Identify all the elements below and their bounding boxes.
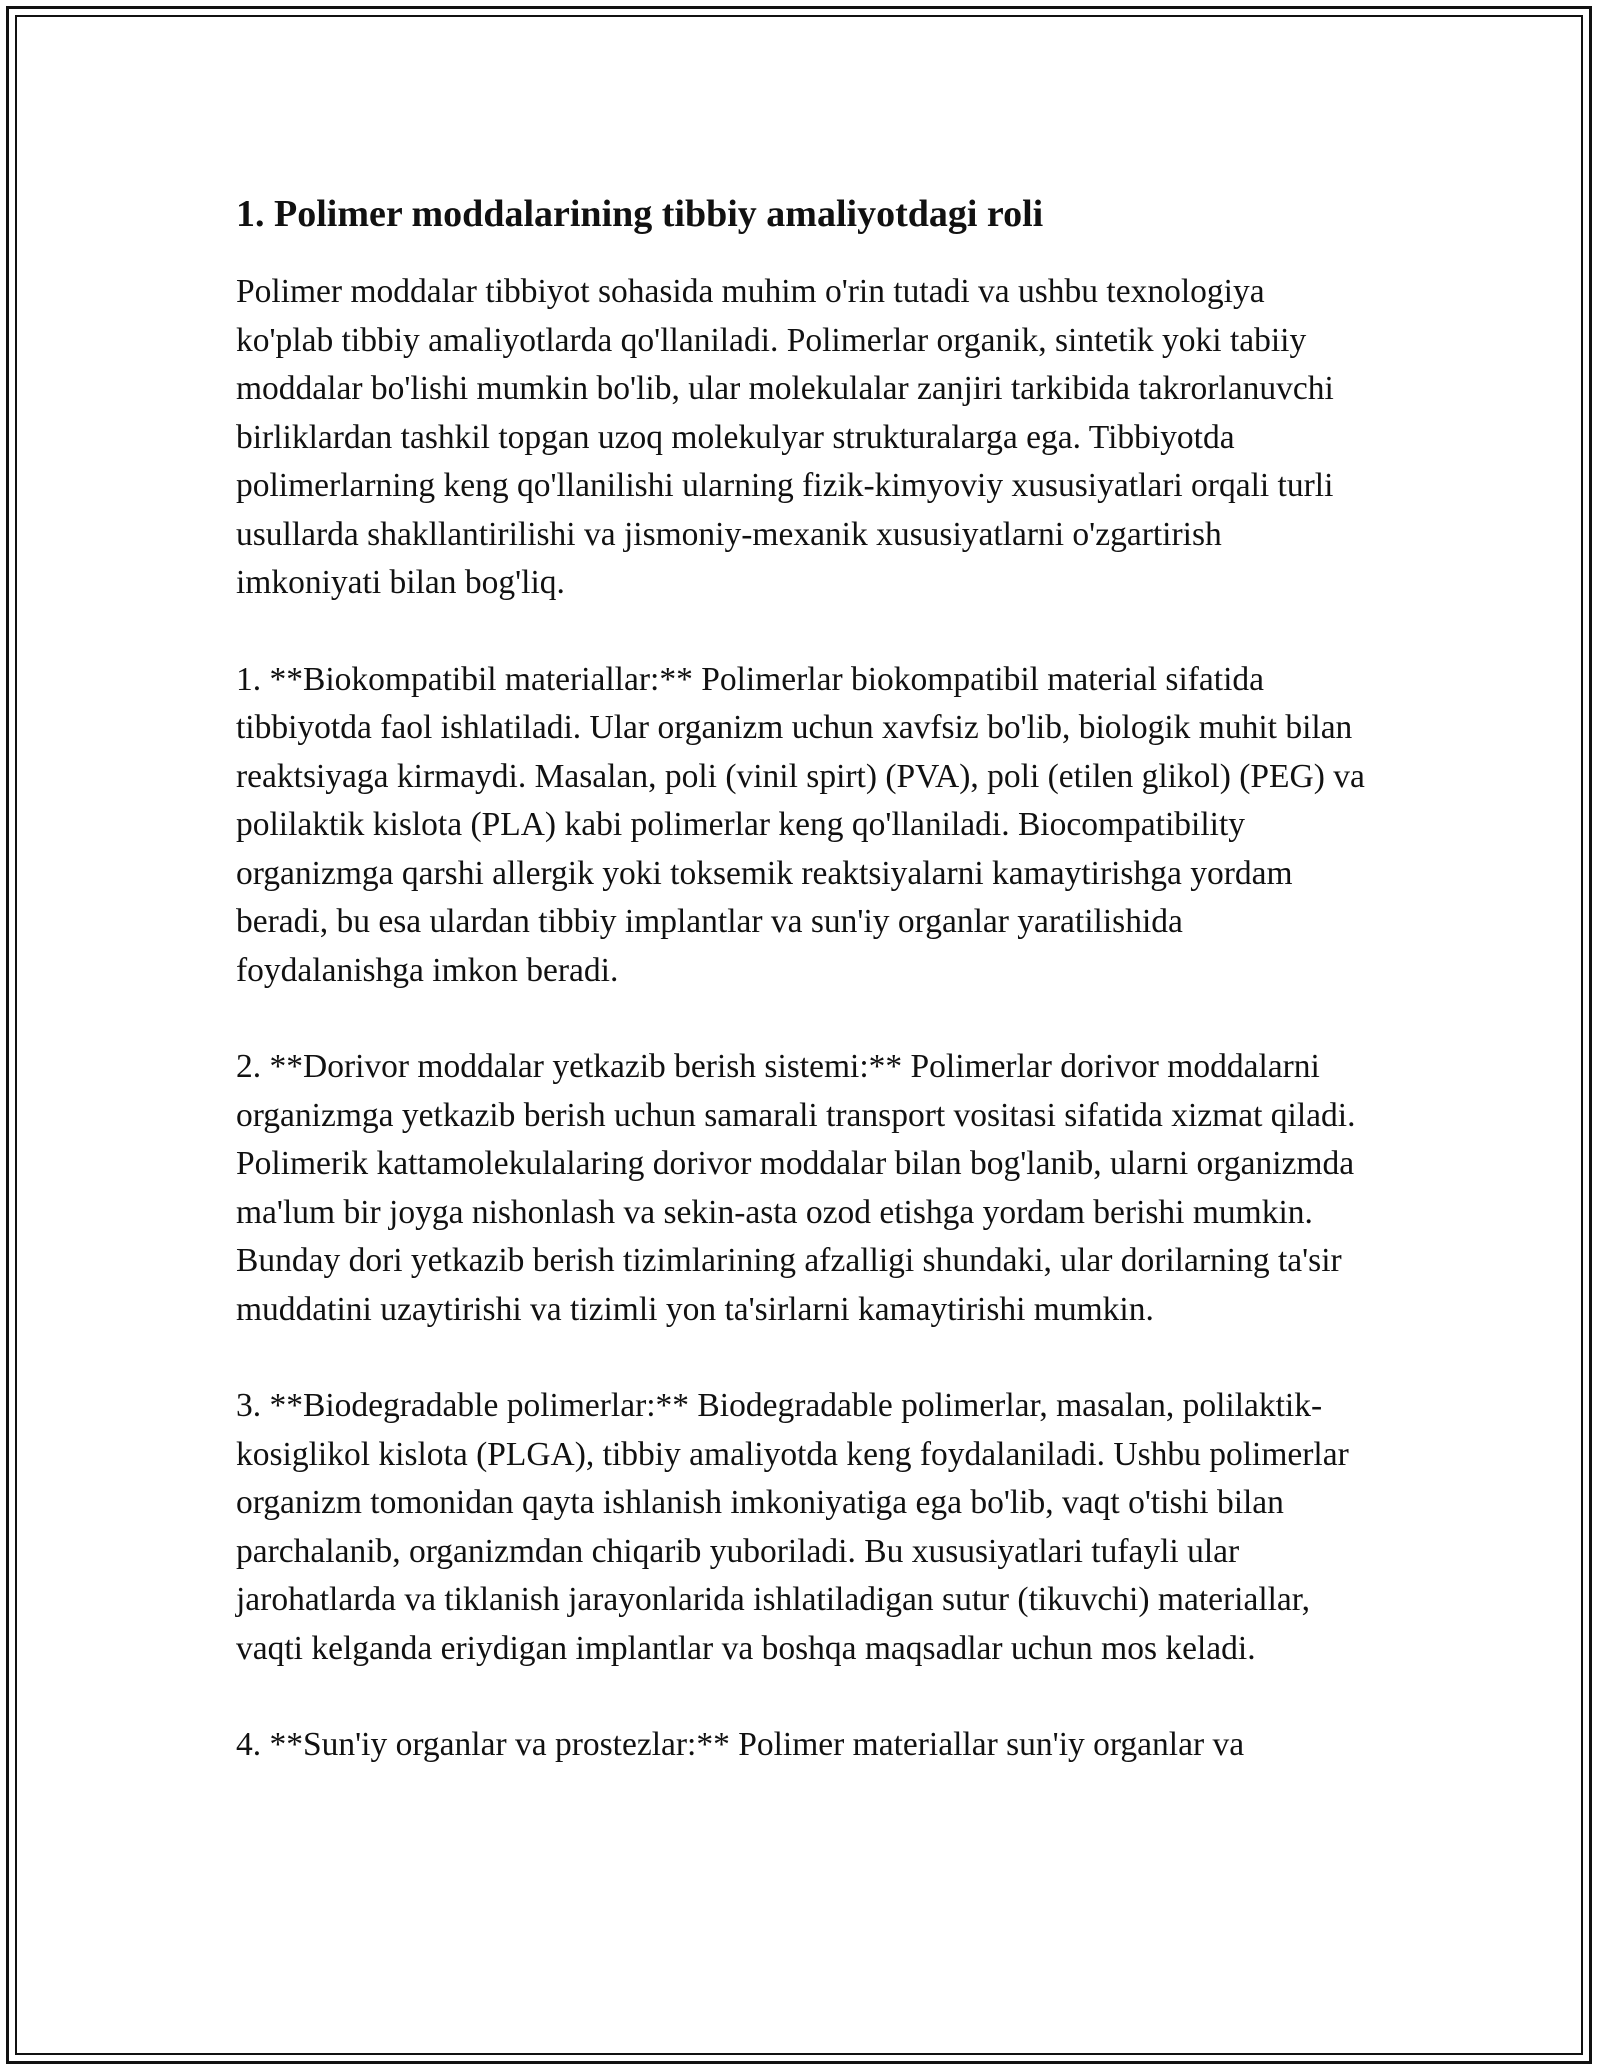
document-body bbox=[236, 186, 1366, 1818]
list-item-biodegradable-polymers: 3. **Biodegradable polimerlar:** Biodegradable polimerlar, masalan, polilaktik-kosiglikol kislota (PLGA), tibbiy amaliyotda keng foydalaniladi. Ushbu polimerlar organizm tomonidan qayta ishlanish imkoniyatiga ega bo'lib, vaqt o'tishi bilan parchalanib, organizmdan chiqarib yuboriladi. Bu xususiyatlari tufayli ular jarohatlarda va tiklanish jarayonlarida ishlatiladigan sutur (tikuvchi) materiallar, vaqti kelganda eriydigan implantlar va boshqa maqsadlar uchun mos keladi. bbox=[236, 1387, 1349, 1667]
section-heading: 1. Polimer moddalarining tibbiy amaliyotdagi roli bbox=[236, 193, 1044, 235]
list-item-biocompatible-materials: 1. **Biokompatibil materiallar:** Polimerlar biokompatibil material sifatida tibbiyotda faol ishlatiladi. Ular organizm uchun xavfsiz bo'lib, biologik muhit bilan reaktsiyaga kirmaydi. Masalan, poli (vinil spirt) (PVA), poli (etilen glikol) (PEG) va polilaktik kislota (PLA) kabi polimerlar keng qo'llaniladi. Biocompatibility organizmga qarshi allergik yoki toksemik reaktsiyalarni kamaytirishga yordam beradi, bu esa ulardan tibbiy implantlar va sun'iy organlar yaratilishida foydalanishga imkon beradi. bbox=[236, 660, 1365, 989]
intro-paragraph: Polimer moddalar tibbiyot sohasida muhim o'rin tutadi va ushbu texnologiya ko'plab tibbiy amaliyotlarda qo'llaniladi. Polimerlar organik, sintetik yoki tabiiy moddalar bo'lishi mumkin bo'lib, ular molekulalar zanjiri tarkibida takrorlanuvchi birliklardan tashkil topgan uzoq molekulyar strukturalarga ega. Tibbiyotda polimerlarning keng qo'llanilishi ularning fizik-kimyoviy xususiyatlari orqali turli usullarda shakllantirilishi va jismoniy-mexanik xususiyatlarni o'zgartirish imkoniyati bilan bog'liq. bbox=[236, 273, 1334, 601]
list-item-artificial-organs: 4. **Sun'iy organlar va prostezlar:** Polimer materiallar sun'iy organlar va bbox=[236, 1726, 1245, 1763]
list-item-drug-delivery-system: 2. **Dorivor moddalar yetkazib berish sistemi:** Polimerlar dorivor moddalarni organizmga yetkazib berish uchun samarali transport vositasi sifatida xizmat qiladi. Polimerik kattamolekulalaring dorivor moddalar bilan bog'lanib, ularni organizmda ma'lum bir joyga nishonlash va sekin-asta ozod etishga yordam berishi mumkin. Bunday dori yetkazib berish tizimlarining afzalligi shundaki, ular dorilarning ta'sir muddatini uzaytirishi va tizimli yon ta'sirlarni kamaytirishi mumkin. bbox=[236, 1048, 1356, 1328]
